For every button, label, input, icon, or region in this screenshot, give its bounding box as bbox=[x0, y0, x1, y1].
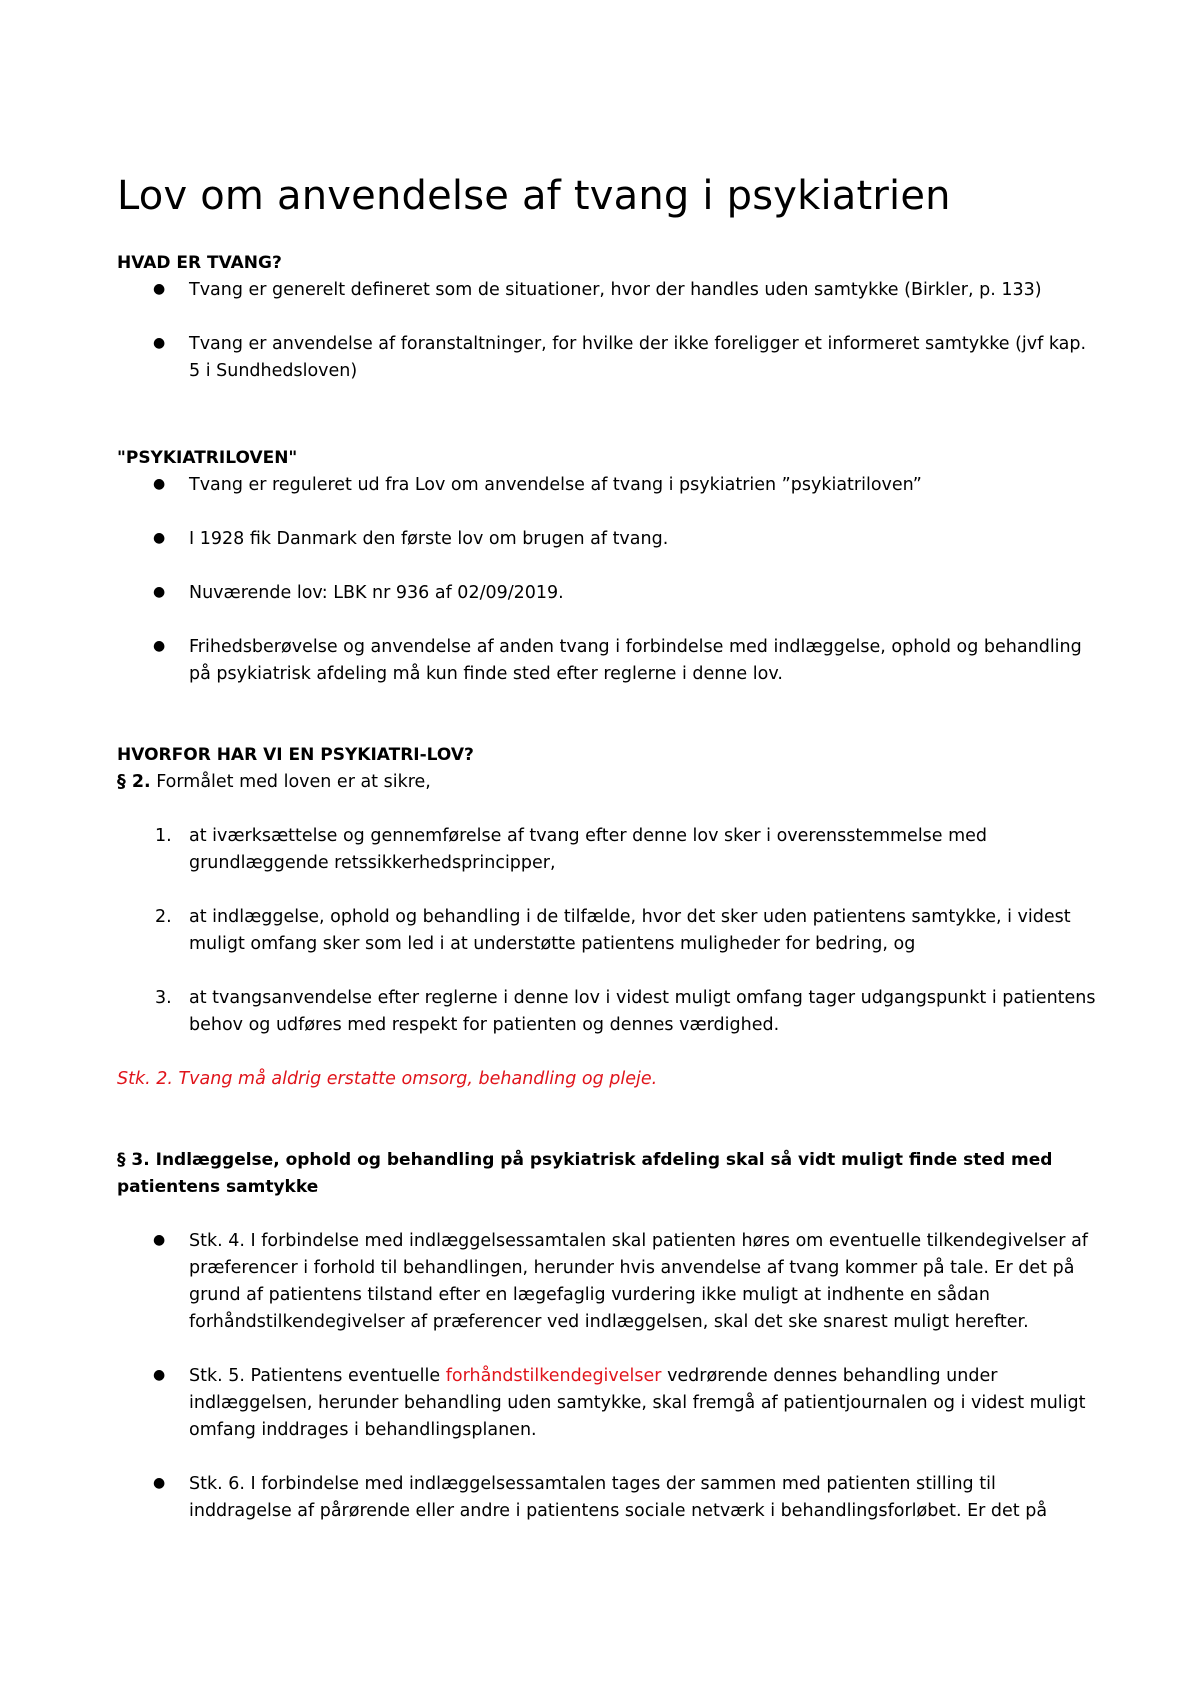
list-item: ● Frihedsberøvelse og anvendelse af anden tvang i forbindelse med indlæggelse, ophold og behandling på psykiatrisk afdeling må kun finde sted efter reglerne i denne lov. bbox=[117, 634, 1097, 688]
bullet-icon: ● bbox=[153, 281, 166, 297]
bullet-icon: ● bbox=[153, 476, 166, 492]
list-item: ● I 1928 fik Danmark den første lov om brugen af tvang. bbox=[117, 526, 1097, 553]
list-item: ● Stk. 6. I forbindelse med indlæggelsessamtalen tages der sammen med patienten stilling til inddragelse af pårørende eller andre i patientens sociale netværk i behandlingsforløbet. Er det på bbox=[117, 1471, 1097, 1525]
bullet-icon: ● bbox=[153, 1232, 166, 1248]
list-number: 3. bbox=[155, 988, 172, 1008]
bullet-icon: ● bbox=[153, 584, 166, 600]
stk-label: Stk. 5. bbox=[189, 1366, 245, 1386]
bullet-list-stk bbox=[117, 1228, 1097, 1525]
list-item: 3. at tvangsanvendelse efter reglerne i denne lov i videst muligt omfang tager udgangspunkt i patientens behov og udføres med respekt for patienten og dennes værdighed. bbox=[117, 985, 1097, 1039]
section-heading-psykiatriloven: "PSYKIATRILOVEN" bbox=[117, 448, 298, 468]
bullet-icon: ● bbox=[153, 638, 166, 654]
stk-label: Stk. 6. bbox=[189, 1474, 245, 1494]
list-item: ● Tvang er anvendelse af foranstaltninger, for hvilke der ikke foreligger et informeret samtykke (jvf kap. 5 i Sundhedsloven) bbox=[117, 331, 1097, 385]
paragraph-label: § 2. bbox=[117, 772, 151, 792]
list-number: 1. bbox=[155, 826, 172, 846]
list-number: 2. bbox=[155, 907, 172, 927]
list-item: ● Stk. 5. Patientens eventuelle forhåndstilkendegivelser vedrørende dennes behandling under indlæggelsen, herunder behandling uden samtykke, skal fremgå af patientjournalen og i videst muligt omfang inddrages i behandlingsplanen. bbox=[117, 1363, 1097, 1444]
bullet-icon: ● bbox=[153, 335, 166, 351]
document-content bbox=[117, 168, 1097, 1525]
bullet-list-psykiatriloven bbox=[117, 472, 1097, 688]
bullet-icon: ● bbox=[153, 530, 166, 546]
section-heading-paragraph-3: § 3. Indlæggelse, ophold og behandling på psykiatrisk afdeling skal så vidt muligt finde sted med patientens samtykke bbox=[117, 1150, 1053, 1197]
list-item: 1. at iværksættelse og gennemførelse af tvang efter denne lov sker i overensstemmelse med grundlæggende retssikkerhedsprincipper, bbox=[117, 823, 1097, 877]
section-heading-hvad-er-tvang: HVAD ER TVANG? bbox=[117, 253, 282, 273]
bullet-icon: ● bbox=[153, 1475, 166, 1491]
list-item: ● Nuværende lov: LBK nr 936 af 02/09/2019. bbox=[117, 580, 1097, 607]
list-item: ● Tvang er reguleret ud fra Lov om anvendelse af tvang i psykiatrien ”psykiatriloven” bbox=[117, 472, 1097, 499]
list-item: ● Stk. 4. I forbindelse med indlæggelsessamtalen skal patienten høres om eventuelle tilkendegivelser af præferencer i forhold til behandlingen, herunder hvis anvendelse af tvang kommer på tale. Er det på grund af patientens tilstand efter en lægefaglig vurdering ikke muligt at indhente en sådan forhåndstilkendegivelser af præferencer ved indlæggelsen, skal det ske snarest muligt herefter. bbox=[117, 1228, 1097, 1336]
section-heading-hvorfor: HVORFOR HAR VI EN PSYKIATRI-LOV? bbox=[117, 745, 474, 765]
bullet-icon: ● bbox=[153, 1367, 166, 1383]
paragraph-2-intro: § 2. Formålet med loven er at sikre, bbox=[117, 772, 431, 792]
list-item: 2. at indlæggelse, ophold og behandling i de tilfælde, hvor det sker uden patientens samtykke, i videst muligt omfang sker som led i at understøtte patientens muligheder for bedring, og bbox=[117, 904, 1097, 958]
numbered-list-formaal bbox=[117, 823, 1097, 1039]
document-title: Lov om anvendelse af tvang i psykiatrien bbox=[117, 173, 951, 219]
stk2-note: Stk. 2. Tvang må aldrig erstatte omsorg, behandling og pleje. bbox=[117, 1069, 658, 1089]
list-item: ● Tvang er generelt defineret som de situationer, hvor der handles uden samtykke (Birkler, p. 133) bbox=[117, 277, 1097, 304]
highlighted-term: forhåndstilkendegivelser bbox=[445, 1366, 662, 1386]
stk-label: Stk. 4. bbox=[189, 1231, 245, 1251]
bullet-list-tvang bbox=[117, 277, 1097, 385]
